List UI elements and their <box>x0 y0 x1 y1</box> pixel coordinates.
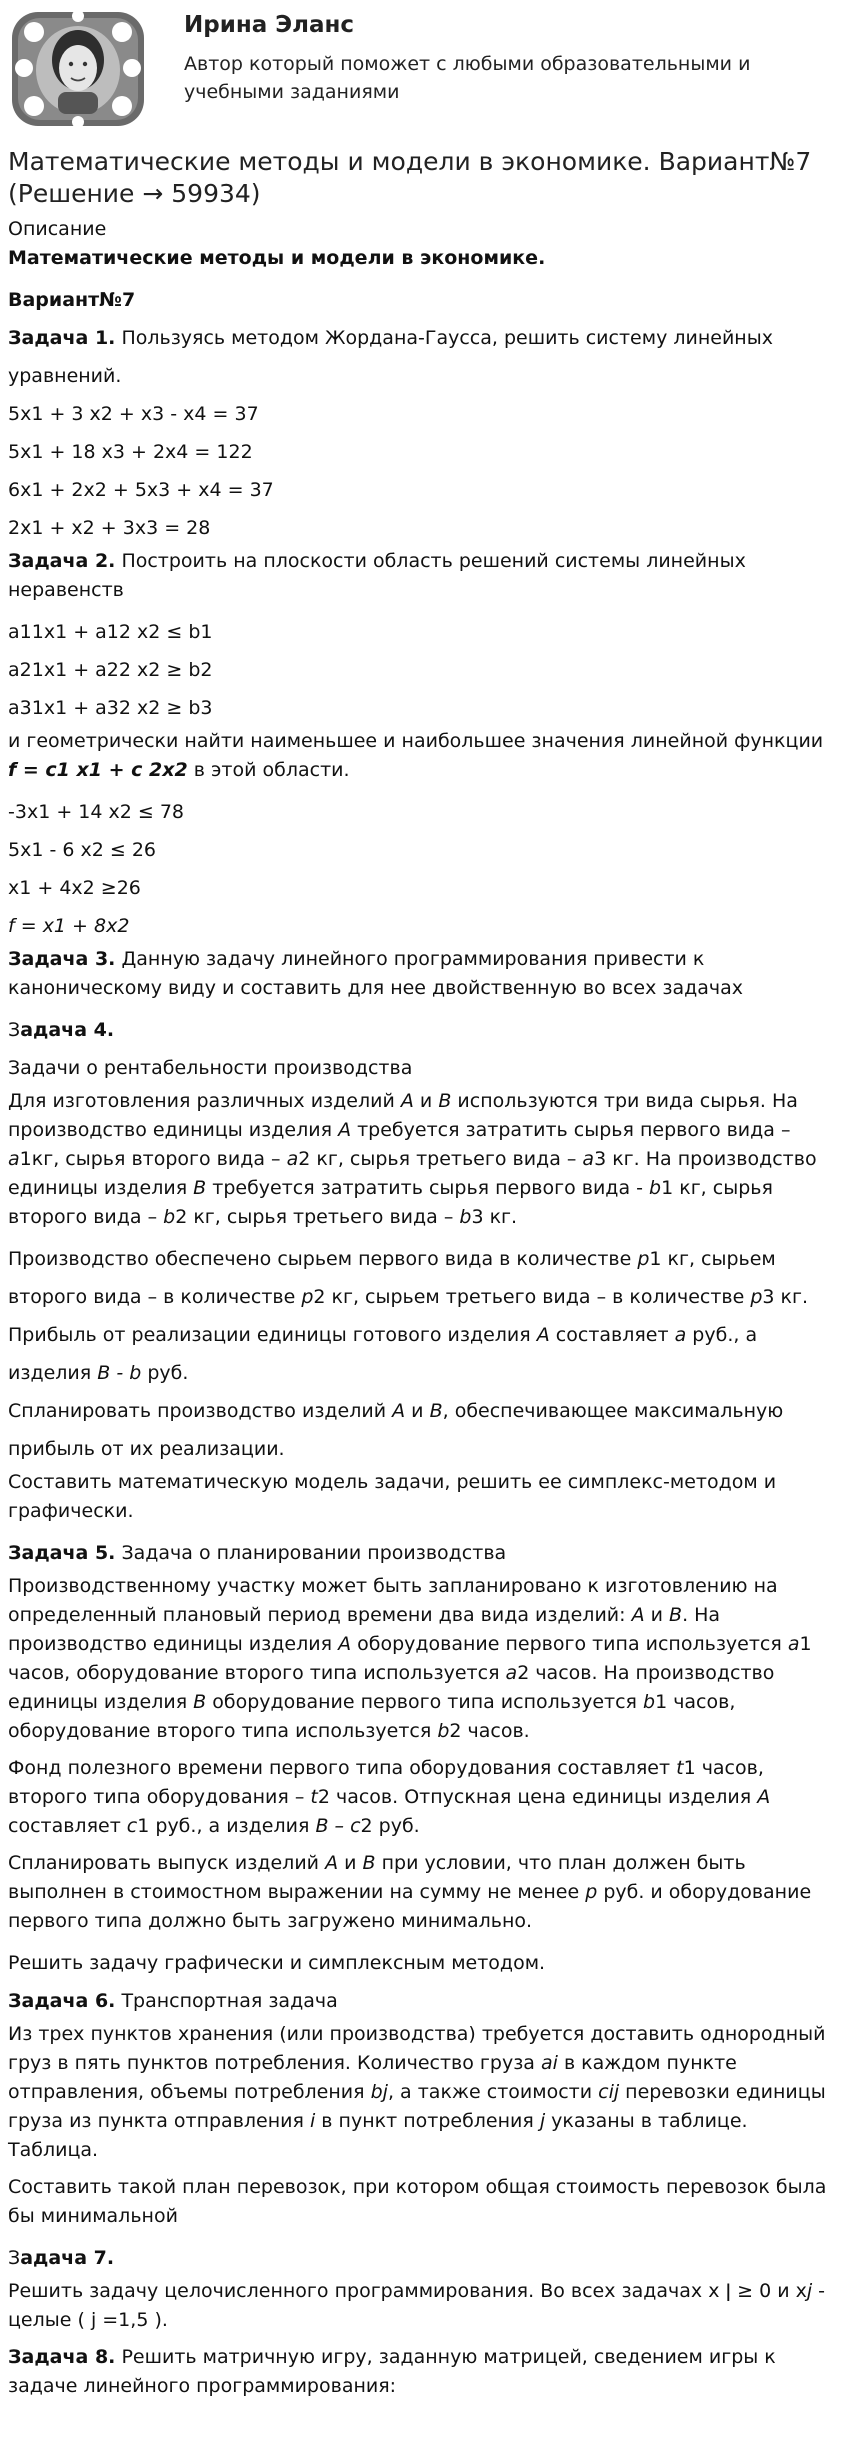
text-run: в каждом пункте отправления, объемы потребления <box>8 2052 737 2103</box>
var-a: a <box>505 1662 518 1684</box>
text-run: и <box>413 1090 439 1112</box>
var-i: ǀ <box>725 2280 732 2302</box>
text-run: Производственному участку может быть запланировано к изготовлению на определенный плановый период времени два вида изделий: <box>8 1575 778 1626</box>
task1-equation-1: 5x1 + 3 x2 + x3 - x4 = 37 <box>8 403 259 425</box>
var-A: A <box>338 1633 352 1655</box>
task7-label-a: З <box>8 2247 21 2269</box>
task6-text: Транспортная задача <box>115 1990 338 2012</box>
text-run: оборудование первого типа используется <box>206 1691 643 1713</box>
task8-label: Задача 8. <box>8 2346 116 2368</box>
var-i: i <box>309 2110 316 2132</box>
var-b: b <box>643 1691 656 1713</box>
text-run: 1 часов, оборудование второго типа используется <box>8 1633 812 1684</box>
text-run: Для изготовления различных изделий <box>8 1090 401 1112</box>
text-run: 3 кг. <box>762 1286 809 1308</box>
task5-paragraph-2 <box>8 1754 834 1841</box>
text-run: 2 часов. На производство единицы изделия <box>8 1662 775 1713</box>
task2-geom-tail: в этой области. <box>187 759 350 781</box>
task4-heading <box>8 1011 834 1049</box>
text-run: руб. <box>141 1362 189 1384</box>
task5-paragraph-1 <box>8 1572 834 1746</box>
text-run: Решить задачу целочисленного программирования. Во всех задачах x <box>8 2280 726 2302</box>
task2-geometric-text <box>8 727 834 785</box>
variant-heading: Вариант№7 <box>8 289 136 311</box>
text-run: в пункт потребления <box>315 2110 540 2132</box>
task5-paragraph-3 <box>8 1849 834 1936</box>
var-a: a <box>787 1633 800 1655</box>
task4-paragraph-4 <box>8 1392 834 1468</box>
task2-geom-text: и геометрически найти наименьшее и наибольшее значения линейной функции <box>8 730 824 752</box>
var-t: t <box>310 1786 318 1808</box>
task6-statement <box>8 1982 834 2020</box>
text-run: - целые ( j =1,5 ). <box>8 2280 826 2331</box>
author-avatar[interactable] <box>8 8 148 130</box>
var-A: A <box>536 1324 550 1346</box>
task4-paragraph-1 <box>8 1087 834 1232</box>
task7-paragraph-1 <box>8 2277 834 2335</box>
task5-statement <box>8 1534 834 1572</box>
task4-paragraph-2 <box>8 1240 834 1316</box>
task2-text: Построить на плоскости область решений системы линейных неравенств <box>8 550 746 601</box>
task2-inequality-3: a31x1 + a32 x2 ≥ b3 <box>8 697 213 719</box>
text-run: 2 кг, сырья третьего вида – <box>175 1206 460 1228</box>
task1-text-cont: уравнений. <box>8 365 122 387</box>
var-B: B <box>669 1604 683 1626</box>
var-b: b <box>163 1206 176 1228</box>
text-run: перевозки единицы груза из пункта отправления <box>8 2081 826 2132</box>
task1-label: Задача 1. <box>8 327 116 349</box>
text-run: 1кг, сырья второго вида – <box>19 1148 287 1170</box>
var-p: p <box>750 1286 763 1308</box>
var-A: A <box>631 1604 645 1626</box>
text-run: составляет <box>8 1815 127 1837</box>
var-A: A <box>325 1852 339 1874</box>
task5-label: Задача 5. <box>8 1542 116 1564</box>
text-run: 2 кг, сырья третьего вида – <box>298 1148 583 1170</box>
text-run: 2 часов. <box>449 1720 530 1742</box>
text-run: 1 кг, сырьем второго вида – в количестве <box>8 1248 776 1308</box>
text-run: при условии, что план должен быть выполнен в стоимостном выражении на сумму не менее <box>8 1852 746 1903</box>
text-run: 3 кг. <box>471 1206 518 1228</box>
task1-equation-3: 6x1 + 2x2 + 5x3 + x4 = 37 <box>8 479 274 501</box>
text-run: , обеспечивающее максимальную прибыль от их реализации. <box>8 1400 784 1460</box>
text-run: 1 часов, второго типа оборудования – <box>8 1757 764 1808</box>
text-run: 3 кг. На производство единицы изделия <box>8 1148 817 1199</box>
task2-constraint-1: -3x1 + 14 x2 ≤ 78 <box>8 801 185 823</box>
text-run: требуется затратить сырья первого вида – <box>351 1119 791 1141</box>
text-run: указаны в таблице. Таблица. <box>8 2110 748 2161</box>
var-B: B <box>429 1400 443 1422</box>
var-B: B – c <box>315 1815 361 1837</box>
text-run: Фонд полезного времени первого типа оборудования составляет <box>8 1757 677 1779</box>
task7-label-b: адача 7. <box>20 2247 115 2269</box>
text-run: используются три вида сырья. На производство единицы изделия <box>8 1090 798 1141</box>
var-B: B - b <box>97 1362 142 1384</box>
description-label: Описание <box>8 218 107 240</box>
author-header <box>0 0 847 140</box>
var-A: A <box>392 1400 406 1422</box>
text-run: 1 руб., а изделия <box>137 1815 316 1837</box>
task7-heading <box>8 2239 834 2277</box>
var-B: B <box>362 1852 376 1874</box>
var-t: t <box>676 1757 684 1779</box>
task4-paragraph-3 <box>8 1316 834 1392</box>
task2-constraint-3: x1 + 4x2 ≥26 <box>8 877 141 899</box>
text-run: 2 кг, сырьем третьего вида – в количестве <box>313 1286 751 1308</box>
text-run: и <box>644 1604 670 1626</box>
task4-subtitle: Задачи о рентабельности производства <box>8 1057 413 1079</box>
text-run: , а также стоимости <box>387 2081 599 2103</box>
task2-inequality-2: a21x1 + a22 x2 ≥ b2 <box>8 659 213 681</box>
text-run: оборудование первого типа используется <box>351 1633 788 1655</box>
task3-label: Задача 3. <box>8 948 116 970</box>
var-p: p <box>301 1286 314 1308</box>
var-bj: bj <box>370 2081 388 2103</box>
task2-constraint-2: 5x1 - 6 x2 ≤ 26 <box>8 839 156 861</box>
var-B: B <box>193 1177 207 1199</box>
var-A: A <box>757 1786 771 1808</box>
var-j: j <box>539 2110 546 2132</box>
var-a: a <box>286 1148 299 1170</box>
author-name[interactable]: Ирина Эланс <box>184 12 355 38</box>
text-run: руб., а изделия <box>8 1324 758 1384</box>
var-a: a <box>674 1324 687 1346</box>
text-run: Прибыль от реализации единицы готового изделия <box>8 1324 537 1346</box>
var-cij: cij <box>598 2081 620 2103</box>
var-A: A <box>400 1090 414 1112</box>
text-run: и <box>405 1400 430 1422</box>
var-b: b <box>459 1206 472 1228</box>
var-A: A <box>338 1119 352 1141</box>
var-j: j <box>806 2280 813 2302</box>
task8-statement <box>8 2343 834 2401</box>
task1-equation-2: 5x1 + 18 x3 + 2x4 = 122 <box>8 441 253 463</box>
author-description: Автор который поможет с любыми образовательными и учебными заданиями <box>184 53 751 103</box>
task1-equation-4: 2x1 + x2 + 3x3 = 28 <box>8 517 211 539</box>
text-run: 2 руб. <box>360 1815 420 1837</box>
var-B: B <box>193 1691 207 1713</box>
var-a: a <box>8 1148 20 1170</box>
var-p: p <box>585 1881 598 1903</box>
task4-paragraph-5: Составить математическую модель задачи, решить ее симплекс-методом и графически. <box>8 1471 777 1522</box>
task6-paragraph-2: Составить такой план перевозок, при котором общая стоимость перевозок была бы минимальной <box>8 2176 827 2227</box>
task4-label-a: З <box>8 1019 21 1041</box>
task6-paragraph-1 <box>8 2020 834 2165</box>
task2-function: f = c1 x1 + c 2x2 <box>8 759 188 781</box>
task5-text: Задача о планировании производства <box>115 1542 507 1564</box>
avatar-image <box>8 8 148 130</box>
text-run: . На производство единицы изделия <box>8 1604 721 1655</box>
text-run: 2 часов. Отпускная цена единицы изделия <box>317 1786 758 1808</box>
task2-objective: f = x1 + 8x2 <box>8 915 130 937</box>
var-ai: ai <box>540 2052 558 2074</box>
text-run: Спланировать выпуск изделий <box>8 1852 326 1874</box>
task4-label-b: адача 4. <box>20 1019 115 1041</box>
task2-statement <box>8 547 834 605</box>
task2-inequality-1: a11x1 + a12 x2 ≤ b1 <box>8 621 213 643</box>
task3-statement <box>8 945 834 1003</box>
var-b: b <box>649 1177 662 1199</box>
text-run: Производство обеспечено сырьем первого вида в количестве <box>8 1248 638 1270</box>
var-b: b <box>437 1720 450 1742</box>
var-B: B <box>438 1090 452 1112</box>
text-run: 1 часов, оборудование второго типа используется <box>8 1691 736 1742</box>
text-run: руб. и оборудование первого типа должно быть загружено минимально. <box>8 1881 812 1932</box>
task1-text: Пользуясь методом Жордана-Гаусса, решить систему линейных <box>115 327 773 349</box>
task2-label: Задача 2. <box>8 550 116 572</box>
task6-label: Задача 6. <box>8 1990 116 2012</box>
text-run: Из трех пунктов хранения (или производства) требуется доставить однородный груз в пять пунктов потребления. Количество груза <box>8 2023 826 2074</box>
page-title: Математические методы и модели в экономике. Вариант№7 (Решение → 59934) <box>8 147 812 208</box>
subject-heading: Математические методы и модели в экономике. <box>8 247 546 269</box>
var-a: a <box>582 1148 595 1170</box>
task3-text: Данную задачу линейного программирования привести к каноническому виду и составить для нее двойственную во всех задачах <box>8 948 743 999</box>
var-c: c <box>126 1815 138 1837</box>
text-run: 1 кг, сырья второго вида – <box>8 1177 773 1228</box>
text-run: ≥ 0 и x <box>731 2280 807 2302</box>
text-run: и <box>338 1852 363 1874</box>
task8-text: Решить матричную игру, заданную матрицей, сведением игры к задаче линейного программирования: <box>8 2346 776 2397</box>
text-run: составляет <box>549 1324 675 1346</box>
task5-paragraph-4: Решить задачу графически и симплексным методом. <box>8 1952 546 1974</box>
document-content <box>8 215 834 2401</box>
task1-statement <box>8 319 834 357</box>
text-run: Спланировать производство изделий <box>8 1400 393 1422</box>
var-p: p <box>637 1248 650 1270</box>
text-run: требуется затратить сырья первого вида - <box>206 1177 650 1199</box>
